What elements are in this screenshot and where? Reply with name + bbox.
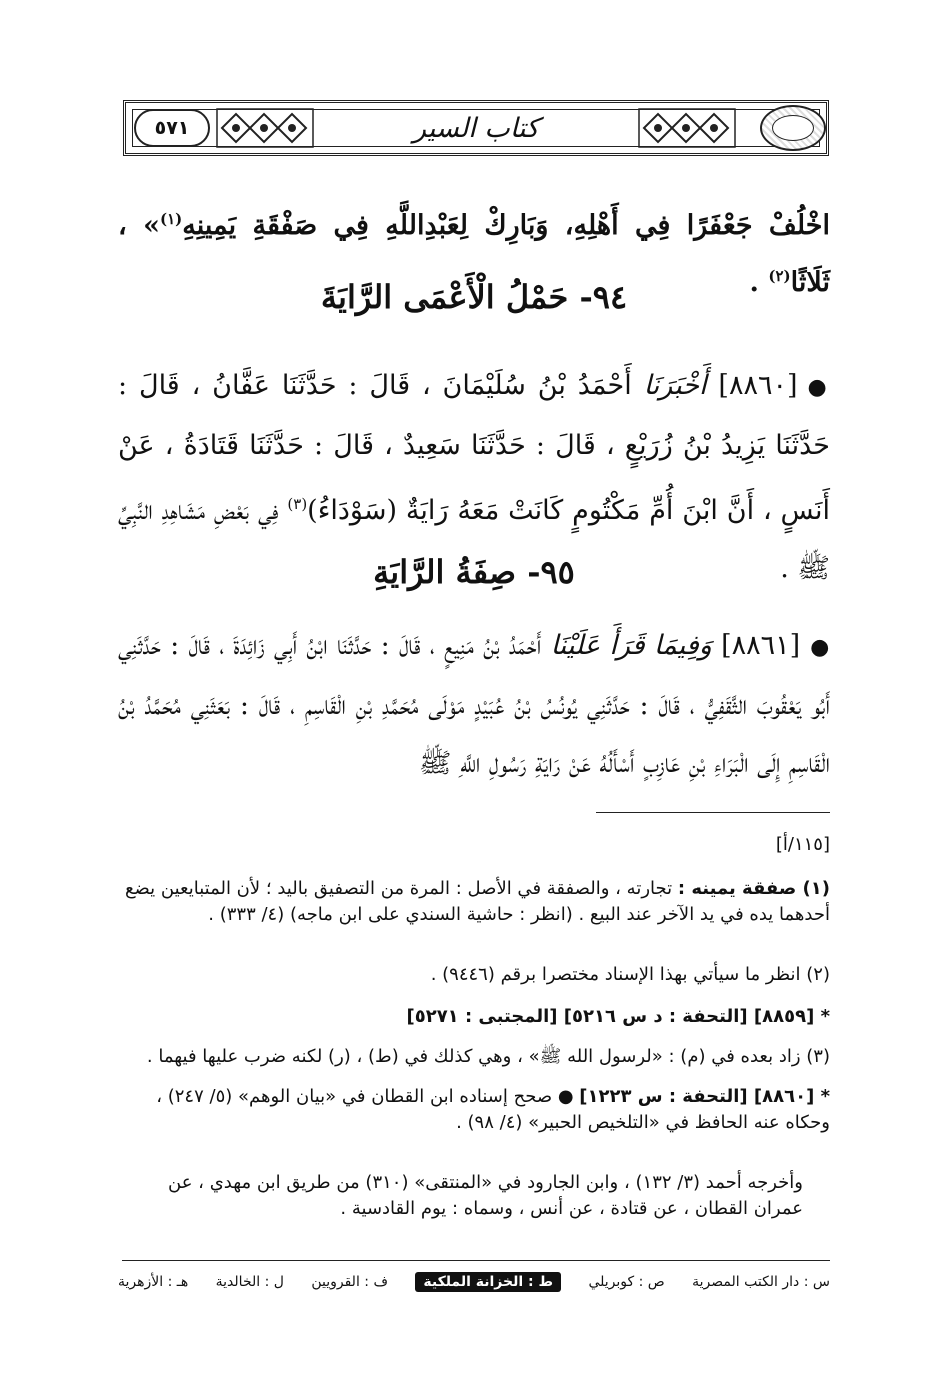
takhrij-8860-more: وأخرجه أحمد (٣/ ١٣٢) ، وابن الجارود في «المنتقى» (٣١٠) من طريق ابن مهدي ، عن عمران القطان ، عن قتادة ، عن أنس ، وسماه : يوم القادسية .	[168, 1172, 803, 1219]
transmission-word: وَفِيمَا قَرَأَ عَلَيْنَا	[550, 630, 712, 661]
legend-s: س : دار الكتب المصرية	[692, 1274, 830, 1290]
opening-tail: » ، ثَلَاثًا	[118, 210, 830, 298]
footnote-1	[118, 876, 830, 928]
hadith-8861	[118, 617, 830, 793]
hadith-number: [٨٨٦١]	[721, 630, 801, 661]
hadith-end: فِي بَعْضِ مَشَاهِدِ النَّبِيِّ ﷺ .	[118, 495, 830, 584]
chapter-heading-94: ٩٤- حَمْلُ الْأَعْمَى الرَّايَةَ	[320, 278, 628, 316]
takhrij-8860-text: * [٨٨٦٠] [التحفة : س ١٢٢٣]	[579, 1086, 830, 1107]
book-title: كتاب السير	[412, 112, 540, 144]
takhrij-8859	[118, 1004, 830, 1030]
takhrij-8859-text: * [٨٨٥٩] [التحفة : د س ٥٢١٦] [المجتبى : ٥٢٧١]	[406, 1006, 830, 1027]
legend-divider	[122, 1260, 830, 1261]
opening-end: .	[749, 267, 769, 298]
legend-sad: ص : كوبريلي	[588, 1274, 665, 1290]
bullet-icon: ●	[810, 635, 831, 660]
footnote-3: (٣) زاد بعده في (م) : «لرسول الله ﷺ» ، وهي كذلك في (ط) ، (ر) لكنه ضرب عليها فيهما .	[146, 1046, 830, 1067]
page-header	[123, 100, 829, 156]
hadith-text: أَحْمَدُ بْنُ سُلَيْمَانَ ، قَالَ : حَدَّثَنَا عَفَّانُ ، قَالَ : حَدَّثَنَا يَزِيدُ بْنُ زُرَيْعٍ ، قَالَ : حَدَّثَنَا سَعِيدٌ ، قَالَ : حَدَّثَنَا قَتَادَةُ ، عَنْ أَنَسٍ ، أَنَّ ابْنَ أُمِّ مَكْتُومٍ كَانَتْ مَعَهُ رَايَةٌ (سَوْدَاءُ)	[118, 370, 830, 526]
transmission-word: أَخْبَرَنَا	[643, 370, 707, 401]
chapter-heading-95: ٩٥- صِفَةُ الرَّايَةِ	[373, 553, 575, 591]
footnote-2: (٢) انظر ما سيأتي بهذا الإسناد مختصرا برقم (٩٤٤٦) .	[430, 964, 830, 985]
legend-ha: هـ : الأزهرية	[118, 1274, 189, 1290]
legend-lam: ل : الخالدية	[215, 1274, 284, 1290]
takhrij-8860	[118, 1084, 830, 1136]
ornament-right-icon	[638, 106, 736, 150]
footnote-divider	[596, 812, 830, 813]
manuscript-legend	[118, 1268, 830, 1296]
footnote-ref-1: (١)	[159, 210, 183, 228]
footnote-1-label: (١) صفقة يمينه :	[677, 878, 830, 899]
takhrij-8860-note: ● صحح إسناده ابن القطان في «بيان الوهم» (٥/ ٢٤٧) ، وحكاه عنه الحافظ في «التلخيص الحبير» (٤/ ٩٨) .	[156, 1086, 830, 1133]
hadith-number: [٨٨٦٠]	[718, 370, 798, 401]
footnote-ref-2: (٢)	[768, 267, 791, 285]
folio-marker: [١١٥/أ]	[775, 834, 830, 855]
page-number: ٥٧١	[134, 109, 210, 147]
legend-fa: ف : القرويين	[311, 1274, 388, 1290]
ornament-left-icon	[216, 106, 314, 150]
publisher-seal-icon	[760, 105, 826, 151]
hadith-text: أَحْمَدُ بْنُ مَنِيعٍ ، قَالَ : حَدَّثَنَا ابْنُ أَبِي زَائِدَةَ ، قَالَ : حَدَّثَنِي أَبُو يَعْقُوبَ الثَّقَفِيُّ ، قَالَ : حَدَّثَنِي يُونُسُ بْنُ عُبَيْدٍ مَوْلَى مُحَمَّدِ بْنِ الْقَاسِمِ ، قَالَ : بَعَثَنِي مُحَمَّدُ بْنُ الْقَاسِمِ إِلَى الْبَرَاءِ بْنِ عَازِبٍ أَسْأَلُهُ عَنْ رَايَةِ رَسُولِ اللَّهِ ﷺ	[118, 630, 830, 779]
opening-text: اخْلُفْ جَعْفَرًا فِي أَهْلِهِ، وَبَارِكْ لِعَبْدِاللَّهِ فِي صَفْقَةِ يَمِينِهِ	[182, 210, 830, 241]
footnote-ref-3: (٣)	[287, 495, 308, 513]
footnote-1-text: تجارته ، والصفقة في الأصل : المرة من التصفيق باليد ؛ لأن المتبايعين يضع أحدهما يده في يد الآخر عند البيع . (انظر : حاشية السندي على ابن ماجه) (٤/ ٣٣٣) .	[124, 878, 830, 925]
legend-ta: ط : الخزانة الملكية	[415, 1272, 561, 1292]
bullet-icon: ●	[807, 375, 830, 400]
